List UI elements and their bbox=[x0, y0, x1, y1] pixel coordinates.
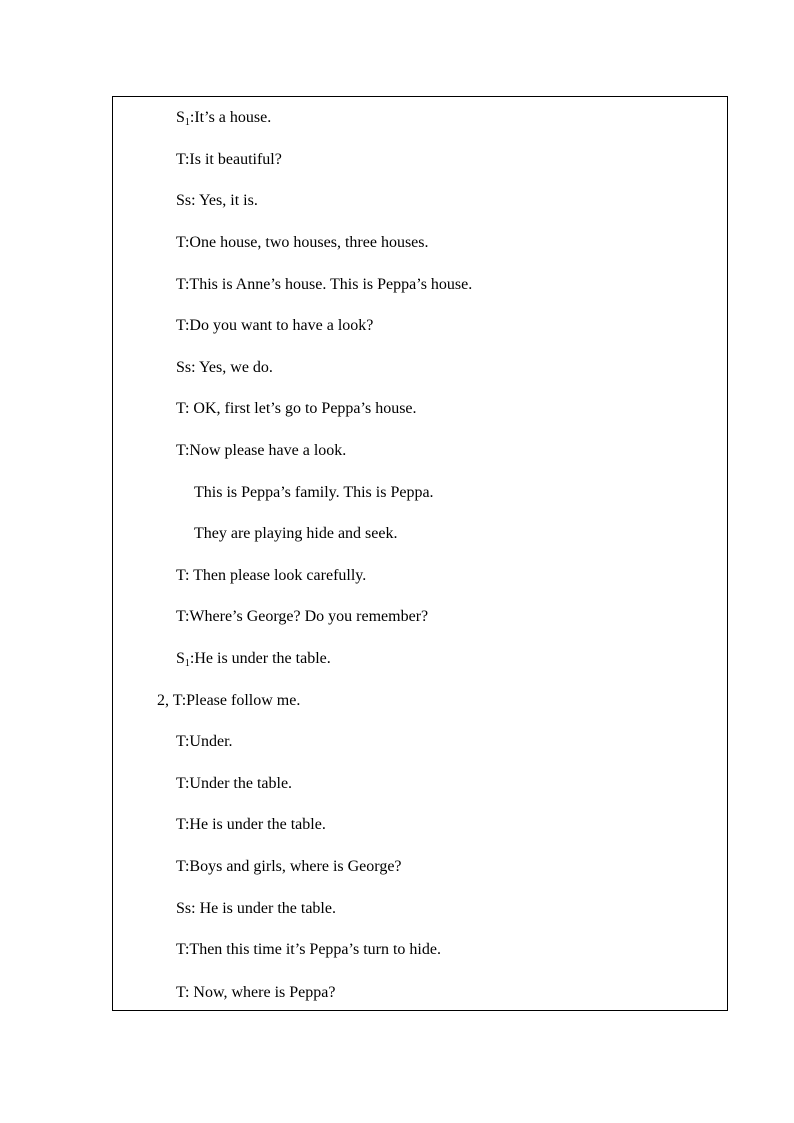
speaker-subscript: 1 bbox=[184, 658, 190, 669]
speaker-subscript: 1 bbox=[184, 117, 190, 128]
line-text: :He is under the table. bbox=[189, 650, 331, 667]
line-text: :It’s a house. bbox=[189, 109, 272, 126]
dialogue-line-10: This is Peppa’s family. This is Peppa. bbox=[194, 484, 434, 501]
dialogue-line-2: T:Is it beautiful? bbox=[176, 151, 282, 168]
speaker-label: S bbox=[176, 650, 185, 667]
speaker-label: S bbox=[176, 109, 185, 126]
dialogue-line-13: T:Where’s George? Do you remember? bbox=[176, 608, 429, 625]
dialogue-line-20: Ss: He is under the table. bbox=[176, 900, 336, 917]
dialogue-line-22: T: Now, where is Peppa? bbox=[176, 984, 336, 1001]
dialogue-line-15: 2, T:Please follow me. bbox=[157, 692, 301, 709]
dialogue-line-1 bbox=[176, 108, 271, 128]
dialogue-line-21: T:Then this time it’s Peppa’s turn to hide. bbox=[176, 941, 441, 958]
dialogue-line-14 bbox=[176, 649, 331, 669]
dialogue-line-5: T:This is Anne’s house. This is Peppa’s house. bbox=[176, 276, 473, 293]
dialogue-line-12: T: Then please look carefully. bbox=[176, 567, 367, 584]
dialogue-line-18: T:He is under the table. bbox=[176, 816, 326, 833]
dialogue-line-7: Ss: Yes, we do. bbox=[176, 359, 273, 376]
dialogue-line-6: T:Do you want to have a look? bbox=[176, 317, 374, 334]
dialogue-line-9: T:Now please have a look. bbox=[176, 442, 347, 459]
dialogue-line-3: Ss: Yes, it is. bbox=[176, 192, 258, 209]
dialogue-line-4: T:One house, two houses, three houses. bbox=[176, 234, 429, 251]
dialogue-line-17: T:Under the table. bbox=[176, 775, 293, 792]
dialogue-line-8: T: OK, first let’s go to Peppa’s house. bbox=[176, 400, 417, 417]
dialogue-line-11: They are playing hide and seek. bbox=[194, 525, 398, 542]
dialogue-line-16: T:Under. bbox=[176, 733, 233, 750]
dialogue-line-19: T:Boys and girls, where is George? bbox=[176, 858, 402, 875]
